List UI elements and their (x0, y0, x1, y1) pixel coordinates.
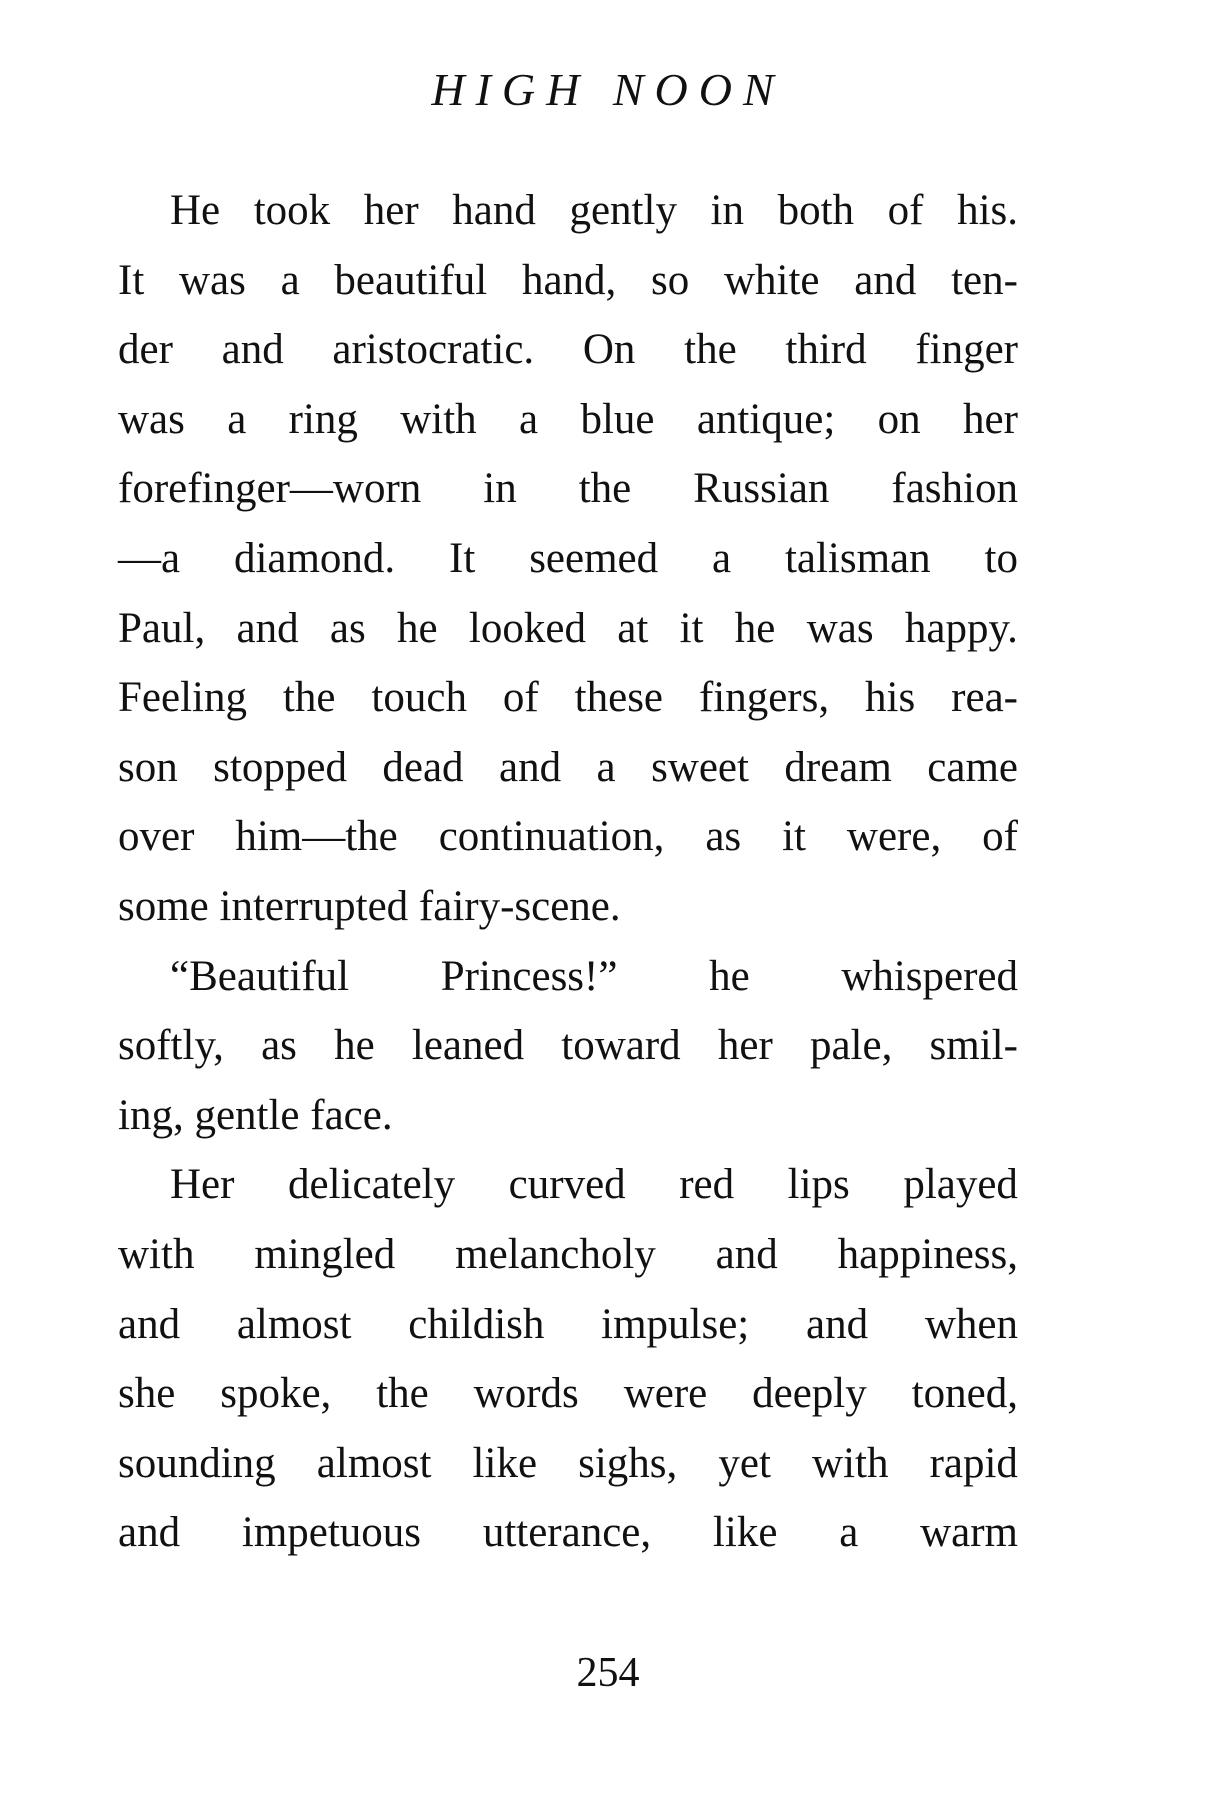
text-line: was a ring with a blue antique; on her (118, 395, 1018, 443)
text-line: der and aristocratic. On the third finger (118, 326, 1018, 374)
text-line: Feeling the touch of these fingers, his rea- (118, 674, 1018, 722)
running-title: HIGH NOON (431, 64, 785, 115)
text-line: Her delicately curved red lips played (170, 1161, 1018, 1209)
text-line: over him—the continuation, as it were, of (118, 813, 1018, 861)
text-line: ing, gentle face. (118, 1091, 393, 1139)
text-line: It was a beautiful hand, so white and ten- (118, 256, 1018, 304)
text-line: and almost childish impulse; and when (118, 1300, 1018, 1348)
text-line: He took her hand gently in both of his. (170, 187, 1018, 234)
text-line: and impetuous utterance, like a warm (118, 1509, 1018, 1557)
body-text (118, 176, 1018, 1568)
text-line: she spoke, the words were deeply toned, (118, 1370, 1018, 1418)
text-line: softly, as he leaned toward her pale, smil- (118, 1022, 1018, 1070)
page-number: 254 (576, 1650, 640, 1696)
text-line: some interrupted fairy-scene. (118, 882, 621, 930)
text-line: with mingled melancholy and happiness, (118, 1230, 1018, 1278)
text-line: Paul, and as he looked at it he was happy. (118, 604, 1018, 652)
text-line: —a diamond. It seemed a talisman to (118, 534, 1018, 582)
text-line: forefinger—worn in the Russian fashion (118, 465, 1018, 513)
text-line: “Beautiful Princess!” he whispered (170, 952, 1018, 1000)
text-line: sounding almost like sighs, yet with rapid (118, 1439, 1018, 1487)
text-line: son stopped dead and a sweet dream came (118, 743, 1018, 791)
